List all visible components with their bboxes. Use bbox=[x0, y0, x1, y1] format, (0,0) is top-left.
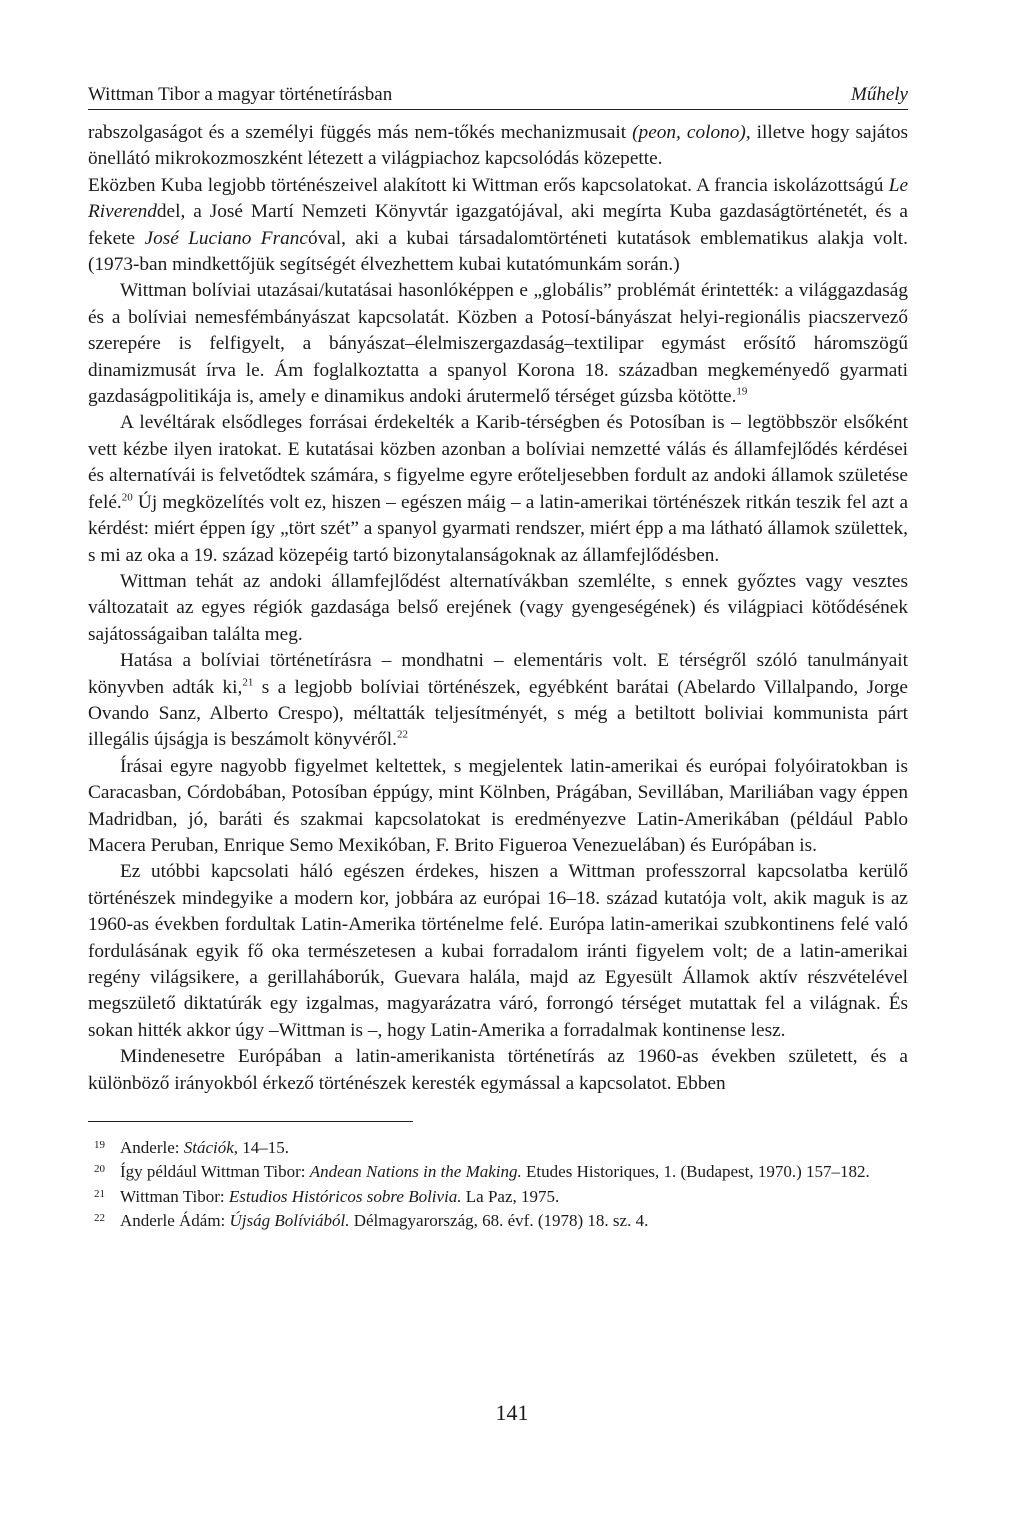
page-number: 141 bbox=[495, 1400, 529, 1425]
paragraph bbox=[88, 278, 908, 410]
text-run: Hatása a bolíviai történetírásra – mondhatni – elementáris volt. E térségről szóló tanulmányait könyvben adták ki, bbox=[88, 650, 908, 698]
italic-text: Andean Nations in the Making. bbox=[309, 1162, 522, 1182]
paragraph bbox=[88, 648, 908, 754]
text-run: del, a José Martí Nemzeti Könyvtár igazgatójával, aki megírta Kuba gazdaságtörténetét, és a fekete bbox=[88, 201, 908, 249]
footnote-reference: 20 bbox=[121, 491, 133, 504]
running-head-title: Wittman Tibor a magyar történetírásban bbox=[88, 84, 393, 105]
footnote-number: 19 bbox=[94, 1139, 105, 1152]
footnote-reference: 19 bbox=[736, 385, 748, 398]
text-run: Mindenesetre Európában a latin-amerikanista történetírás az 1960-as években született, és a különböző irányokból érkező történészek keresték egymással a kapcsolatot. Ebben bbox=[88, 1046, 908, 1094]
italic-text: (peon, colono) bbox=[632, 122, 746, 143]
body-text bbox=[88, 120, 908, 1097]
text-run: óval, aki a kubai társadalomtörténeti kutatások emblematikus alakja volt. (1973-ban mindkettőjük segítségét élvezhettem kubai kutatómunkám során.) bbox=[88, 227, 908, 276]
footnote-number: 21 bbox=[94, 1187, 105, 1200]
text-run: La Paz, 1975. bbox=[461, 1186, 560, 1206]
text-run: s a legjobb bolíviai történészek, egyébként barátai (Abelardo Villalpando, Jorge Ovando Sanz, Alberto Crespo), méltatták teljesítményét, s még a betiltott boliviai kommunista párt illegális újságja is beszámolt könyvéről. bbox=[88, 676, 908, 751]
text-run: Wittman Tibor: bbox=[120, 1186, 229, 1206]
text-run: , illetve hogy sajátos önellátó mikrokozmoszként létezett a világpiachoz kapcsolódás közepette. bbox=[88, 122, 908, 170]
footnote-text bbox=[120, 1209, 908, 1233]
italic-text: Újság Bolíviából. bbox=[229, 1211, 350, 1231]
text-run: Eközben Kuba legjobb történészeivel alakított ki Wittman erős kapcsolatokat. A francia iskolázottságú bbox=[88, 174, 889, 196]
footnote bbox=[88, 1209, 908, 1233]
text-run: Anderle Ádám: bbox=[120, 1211, 230, 1231]
footnote-text bbox=[120, 1160, 908, 1184]
footnotes bbox=[88, 1136, 908, 1234]
footnote-number: 20 bbox=[94, 1163, 105, 1176]
page bbox=[88, 84, 908, 1234]
italic-text: Stációk bbox=[183, 1138, 234, 1158]
footnote bbox=[88, 1185, 908, 1209]
italic-text: Le Riverend bbox=[88, 174, 908, 223]
footnote-rule bbox=[88, 1121, 413, 1122]
text-run: Így például Wittman Tibor: bbox=[120, 1162, 310, 1182]
paragraph bbox=[88, 859, 908, 1044]
text-run: Etudes Historiques, 1. (Budapest, 1970.) 157–182. bbox=[521, 1162, 870, 1182]
italic-text: José Luciano Franc bbox=[144, 227, 308, 249]
text-run: Írásai egyre nagyobb figyelmet keltettek, s megjelentek latin-amerikai és európai folyóiratokban is Caracasban, Córdobában, Potosíban éppúgy, mint Kölnben, Prágában, Sevillában, Mariliában vagy éppen Madridban, jó, baráti és szakmai kapcsolatokat is eredményezve Latin-Amerikában (például Pablo Macera Peruban, Enrique Semo Mexikóban, F. Brito Figueroa Venezuelában) és Európában is. bbox=[88, 755, 908, 856]
footnote-number: 22 bbox=[94, 1212, 105, 1225]
text-run: Wittman tehát az andoki államfejlődést alternatívákban szemlélte, s ennek győztes vagy vesztes változatait az egyes régiók gazdasága belső erejének (vagy gyengeségének) és világpiaci kötődésének sajátosságaiban találta meg. bbox=[88, 570, 908, 645]
text-run: Új megközelítés volt ez, hiszen – egészen máig – a latin-amerikai történészek ritkán teszik fel azt a kérdést: miért éppen így „tört szét” a spanyol gyarmati rendszer, miért épp a ma látható államok születtek, s mi az oka a 19. század közepéig tartó bizonytalanságoknak az államfejlődésben. bbox=[88, 491, 908, 566]
paragraph bbox=[88, 754, 908, 860]
running-head bbox=[88, 84, 908, 110]
text-run: A levéltárak elsődleges forrásai érdekelték a Karib-térségben és Potosíban is – legtöbbször elsőként vett kézbe ilyen iratokat. E kutatásai közben azonban a bolíviai nemzetté válás és államfejlődés kérdései és alternatívái is felvetődtek számára, s figyelme egyre erőteljesebben fordult az andoki államok születése felé. bbox=[88, 412, 908, 513]
footnote-text bbox=[120, 1185, 908, 1209]
text-run: Délmagyarország, 68. évf. (1978) 18. sz. 4. bbox=[349, 1211, 649, 1231]
italic-text: Estudios Históricos sobre Bolivia. bbox=[228, 1186, 462, 1206]
paragraph bbox=[88, 569, 908, 648]
paragraph bbox=[88, 410, 908, 568]
paragraph bbox=[88, 120, 908, 173]
footnote bbox=[88, 1160, 908, 1184]
footnote bbox=[88, 1136, 908, 1160]
text-run: Wittman bolíviai utazásai/kutatásai hasonlóképpen e „globális” problémát érintették: a világgazdaság és a bolíviai nemesfémbányászat kapcsolatát. Közben a Potosí-bányászat helyi-regionális piacszervező szerepére is felfigyelt, a bányászat–élelmiszergazdaság–textilipar egymást erősítő háromszögű dinamizmusát írva le. Ám foglalkoztatta a spanyol Korona 18. században megkeményedő gyarmati gazdaságpolitikája is, amely e dinamikus andoki árutermelő térséget gúzsba kötötte. bbox=[88, 280, 908, 408]
running-head-section: Műhely bbox=[851, 84, 908, 105]
text-run: Ez utóbbi kapcsolati háló egészen érdekes, hiszen a Wittman professzorral kapcsolatba kerülő történészek mindegyike a modern kor, jobbára az európai 16–18. század kutatója volt, akik maguk is az 1960-as években fordultak Latin-Amerika történelme felé. Európa latin-amerikai szubkontinens felé való fordulásának egyik fő oka természetesen a kubai forradalom iránti figyelem volt; de a latin-amerikai regény világsikere, a gerillaháborúk, Guevara halála, majd az Egyesült Államok aktív részvételével megszülető diktatúrák egy izgalmas, magyarázatra váró, forrongó térséget mutattak fel a világnak. És sokan hitték akkor úgy –Wittman is –, hogy Latin-Amerika a forradalmak kontinense lesz. bbox=[88, 861, 908, 1041]
footnote-text bbox=[120, 1136, 908, 1160]
text-run: Anderle: bbox=[120, 1138, 184, 1158]
paragraph bbox=[88, 173, 908, 279]
footnote-reference: 21 bbox=[242, 676, 254, 689]
footnote-reference: 22 bbox=[396, 728, 408, 741]
text-run: rabszolgaságot és a személyi függés más nem-tőkés mechanizmusait bbox=[88, 122, 633, 143]
paragraph bbox=[88, 1044, 908, 1097]
text-run: , 14–15. bbox=[233, 1138, 290, 1158]
